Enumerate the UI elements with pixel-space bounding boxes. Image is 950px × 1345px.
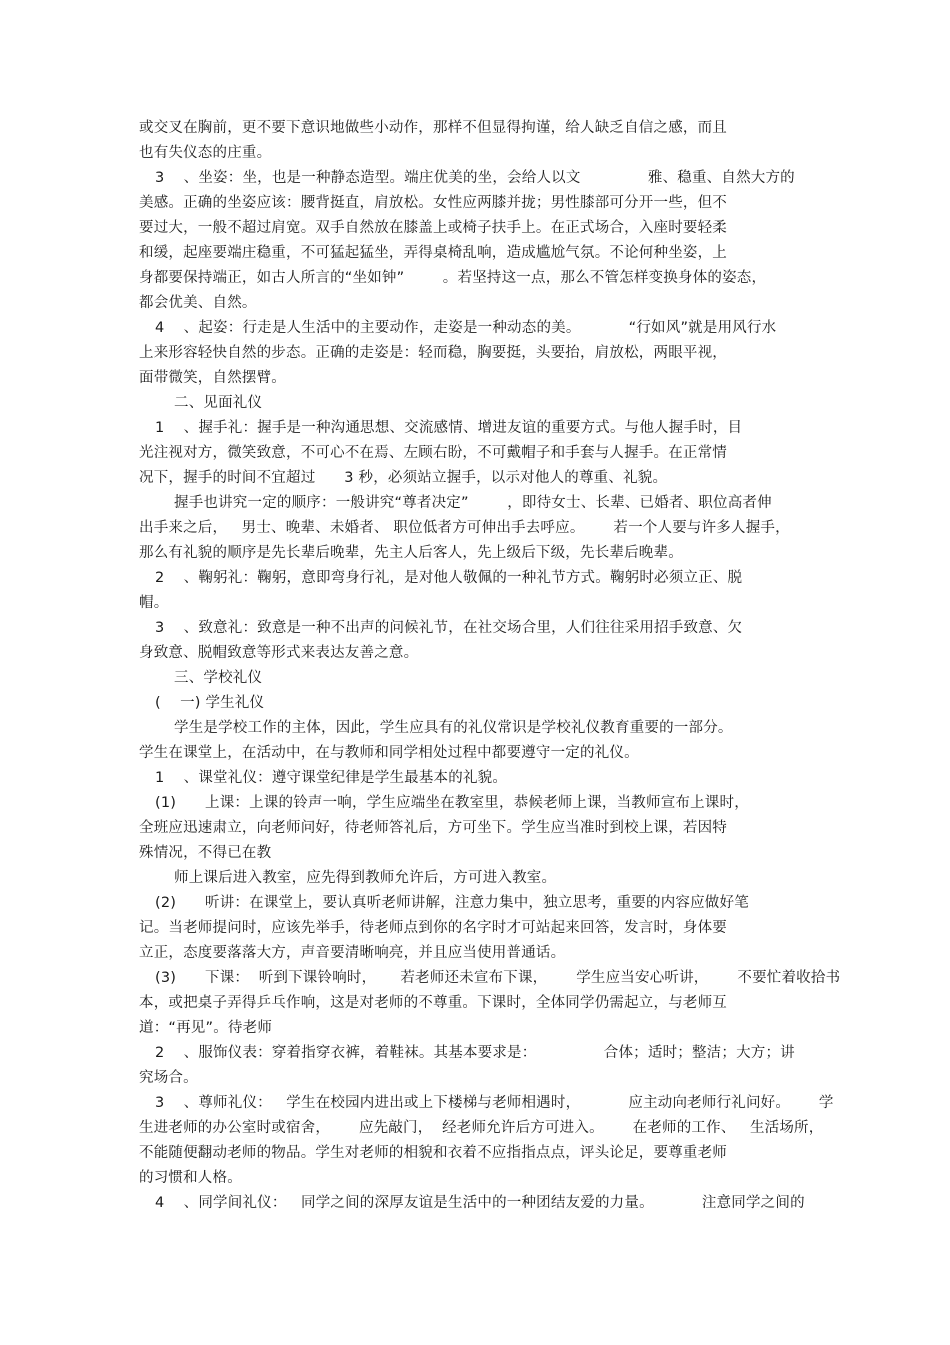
- text-line: 上来形容轻快自然的步态。正确的走姿是：轻而稳，胸要挺，头要抬，肩放松，两眼平视，: [139, 345, 727, 361]
- text-line: 学生是学校工作的主体，因此，学生应具有的礼仪常识是学校礼仪教育重要的一部分。: [174, 720, 733, 736]
- text-line: 面带微笑，自然摆臂。: [139, 370, 286, 386]
- text-line: 1 、课堂礼仪：遵守课堂纪律是学生最基本的礼貌。: [155, 770, 508, 786]
- text-line: 要过大，一般不超过肩宽。双手自然放在膝盖上或椅子扶手上。在正式场合，入座时要轻柔: [139, 220, 727, 236]
- text-line: 记。当老师提问时，应该先举手，待老师点到你的名字时才可站起来回答，发言时，身体要: [139, 920, 727, 936]
- text-line: 和缓，起座要端庄稳重，不可猛起猛坐，弄得桌椅乱响，造成尴尬气氛。不论何种坐姿，上: [139, 245, 727, 261]
- text-line: 光注视对方，微笑致意，不可心不在焉、左顾右盼，不可戴帽子和手套与人握手。在正常情: [139, 445, 727, 461]
- text-line: 殊情况，不得已在教: [139, 845, 272, 861]
- text-line: 那么有礼貌的顺序是先长辈后晚辈，先主人后客人，先上级后下级，先长辈后晚辈。: [139, 545, 683, 561]
- text-line: 不能随便翻动老师的物品。学生对老师的相貌和衣着不应指指点点，评头论足，要尊重老师: [139, 1145, 727, 1161]
- text-line: 本，或把桌子弄得乒乓作响，这是对老师的不尊重。下课时，全体同学仍需起立，与老师互: [139, 995, 727, 1011]
- text-line: 身致意、脱帽致意等形式来表达友善之意。: [139, 645, 419, 661]
- subsection-heading: ( 一) 学生礼仪: [155, 695, 265, 711]
- text-line: 握手也讲究一定的顺序：一般讲究“尊者决定” ，即待女士、长辈、已婚者、职位高者伸: [174, 495, 772, 511]
- text-line: (1) 上课：上课的铃声一响，学生应端坐在教室里，恭候老师上课，当教师宣布上课时，: [155, 795, 749, 811]
- text-line: 3 、致意礼：致意是一种不出声的问候礼节，在社交场合里，人们往往采用招手致意、欠: [155, 620, 743, 636]
- text-line: 美感。正确的坐姿应该：腰背挺直，肩放松。女性应两膝并拢；男性膝部可分开一些，但不: [139, 195, 727, 211]
- section-heading: 三、学校礼仪: [174, 670, 263, 686]
- text-line: 道：“再见”。待老师: [139, 1020, 273, 1036]
- text-line: (3) 下课： 听到下课铃响时， 若老师还未宣布下课， 学生应当安心听讲， 不要忙着收拾书: [155, 970, 841, 986]
- section-heading: 二、见面礼仪: [174, 395, 263, 411]
- text-line: 学生在课堂上，在活动中，在与教师和同学相处过程中都要遵守一定的礼仪。: [139, 745, 639, 761]
- text-line: 2 、鞠躬礼：鞠躬，意即弯身行礼，是对他人敬佩的一种礼节方式。鞠躬时必须立正、脱: [155, 570, 743, 586]
- text-line: 况下，握手的时间不宜超过 3 秒，必须站立握手，以示对他人的尊重、礼貌。: [139, 470, 668, 486]
- text-line: 也有失仪态的庄重。: [139, 145, 272, 161]
- text-line: 或交叉在胸前，更不要下意识地做些小动作，那样不但显得拘谨，给人缺乏自信之感，而且: [139, 120, 727, 136]
- text-line: 3 、尊师礼仪： 学生在校园内进出或上下楼梯与老师相遇时， 应主动向老师行礼问好。 学: [155, 1095, 834, 1111]
- text-line: 1 、握手礼：握手是一种沟通思想、交流感情、增进友谊的重要方式。与他人握手时，目: [155, 420, 743, 436]
- text-line: 全班应迅速肃立，向老师问好，待老师答礼后，方可坐下。学生应当准时到校上课，若因特: [139, 820, 727, 836]
- text-line: 都会优美、自然。: [139, 295, 257, 311]
- text-line: 的习惯和人格。: [139, 1170, 242, 1186]
- text-line: 究场合。: [139, 1070, 198, 1086]
- text-line: 师上课后进入教室，应先得到教师允许后，方可进入教室。: [174, 870, 557, 886]
- text-line: 立正，态度要落落大方，声音要清晰响亮，并且应当使用普通话。: [139, 945, 566, 961]
- text-line: 4 、同学间礼仪： 同学之间的深厚友谊是生活中的一种团结友爱的力量。 注意同学之间的: [155, 1195, 805, 1211]
- text-line: 帽。: [139, 595, 169, 611]
- text-line: 4 、起姿：行走是人生活中的主要动作，走姿是一种动态的美。 “行如风”就是用风行水: [155, 320, 777, 336]
- text-line: 生进老师的办公室时或宿舍， 应先敲门， 经老师允许后方可进入。 在老师的工作、 生活场所，: [139, 1120, 824, 1136]
- text-line: 3 、坐姿：坐，也是一种静态造型。端庄优美的坐，会给人以文 雅、稳重、自然大方的: [155, 170, 795, 186]
- text-line: 2 、服饰仪表：穿着指穿衣裤，着鞋袜。其基本要求是： 合体；适时；整洁；大方；讲: [155, 1045, 795, 1061]
- text-line: 身都要保持端正，如古人所言的“坐如钟” 。若坚持这一点，那么不管怎样变换身体的姿态，: [139, 270, 767, 286]
- text-line: 出手来之后， 男士、晚辈、未婚者、 职位低者方可伸出手去呼应。 若一个人要与许多人握手，: [139, 520, 790, 536]
- text-line: (2) 听讲：在课堂上，要认真听老师讲解，注意力集中，独立思考，重要的内容应做好笔: [155, 895, 749, 911]
